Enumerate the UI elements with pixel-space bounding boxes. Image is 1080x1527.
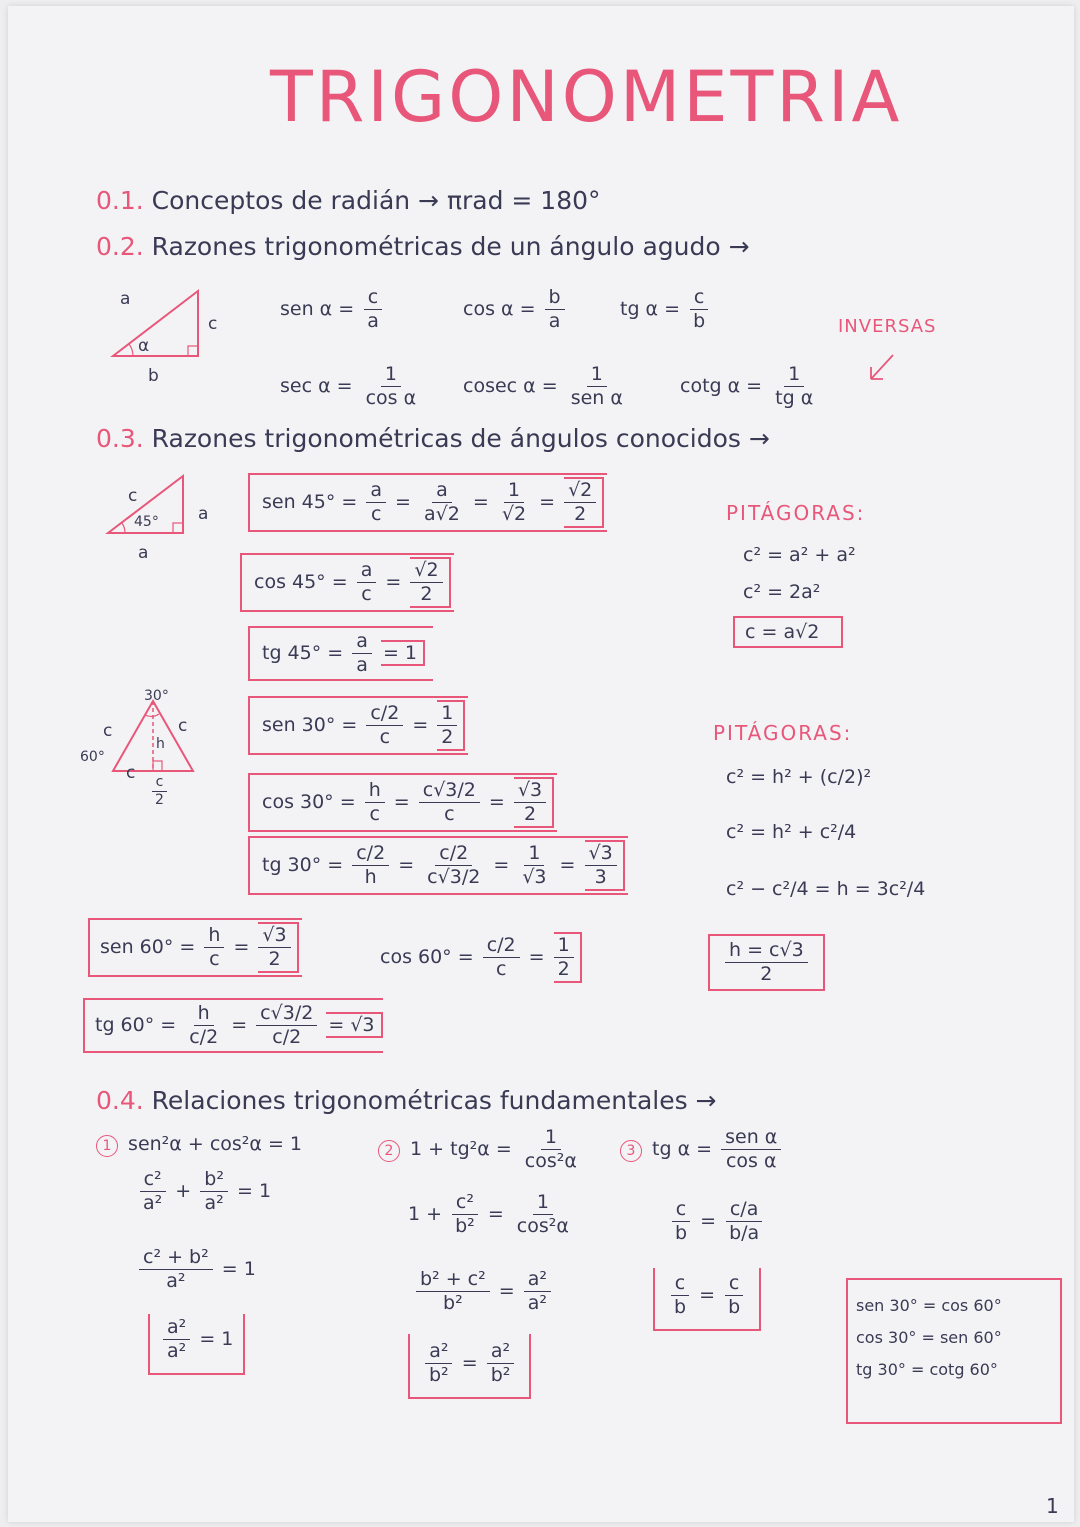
pitagoras-line: c² = 2a² bbox=[743, 581, 821, 603]
numerator: 1 bbox=[524, 842, 544, 866]
denominator: cos α bbox=[725, 1149, 777, 1172]
cos-definition bbox=[463, 286, 568, 333]
denominator: h bbox=[364, 865, 377, 888]
denominator: 3 bbox=[594, 865, 607, 888]
numerator: c/a bbox=[726, 1198, 763, 1222]
triangle-label-a: a bbox=[120, 289, 131, 309]
sen-definition bbox=[280, 286, 386, 333]
numerator: h bbox=[204, 924, 224, 948]
pitagoras-result: c = a√2 bbox=[733, 616, 843, 648]
triangle-label-a: a bbox=[198, 504, 209, 524]
sen60-label: sen 60° = bbox=[100, 935, 196, 958]
numerator: c/2 bbox=[352, 842, 389, 866]
numerator: c bbox=[671, 1272, 689, 1296]
derivation-3-step-1: $\frac{c}{b}$ = $\frac{c/a}{b/a}$ bbox=[668, 1198, 766, 1245]
denominator: 2 bbox=[155, 791, 164, 808]
tg45-result: = 1 bbox=[381, 640, 425, 666]
relation-1 bbox=[96, 1133, 302, 1157]
numerator: c/2 bbox=[366, 702, 403, 726]
denominator: cos²α bbox=[524, 1149, 577, 1172]
section-0-2 bbox=[96, 232, 750, 261]
triangle-label-c: c bbox=[128, 486, 138, 506]
section-0-1 bbox=[96, 186, 601, 215]
denominator: c bbox=[369, 802, 380, 825]
cos60-row: cos 60° = $\frac{c/2}{c}$ = $\frac{1}{2}$ bbox=[380, 932, 585, 983]
derivation-3-result: $\frac{c}{b}$ = $\frac{c}{b}$ bbox=[653, 1268, 761, 1331]
sec-label: sec α = bbox=[280, 374, 353, 397]
numerator: a bbox=[357, 559, 377, 583]
tg45-row bbox=[248, 626, 433, 681]
numerator: b² + c² bbox=[416, 1268, 490, 1292]
pitagoras-line: c² = a² + a² bbox=[743, 544, 856, 566]
denominator: 2 bbox=[574, 502, 587, 525]
relation-number: 2 bbox=[378, 1140, 400, 1162]
denominator: b bbox=[674, 1295, 687, 1318]
denominator: cos²α bbox=[516, 1214, 569, 1237]
triangle-label-alpha: α bbox=[138, 336, 150, 356]
tg30-row: tg 30° = $\frac{c/2}{h}$ = $\frac{c/2}{c√3/2}$ = $\frac{1}{√3}$ = $\frac{√3}{3}$ bbox=[248, 836, 628, 895]
triangle-label-c: c bbox=[126, 763, 136, 783]
denominator: tg α bbox=[775, 386, 814, 409]
numerator: h = c√3 bbox=[725, 939, 808, 963]
cos60-label: cos 60° = bbox=[380, 945, 474, 968]
numerator: a² bbox=[487, 1340, 514, 1364]
section-number: 0.1. bbox=[96, 186, 144, 215]
sec-definition bbox=[280, 363, 423, 410]
triangle-angle-30: 30° bbox=[144, 688, 169, 704]
numerator: 1 bbox=[437, 702, 457, 726]
numerator: √3 bbox=[514, 779, 546, 803]
equals-one: = 1 bbox=[237, 1179, 272, 1202]
section-number: 0.2. bbox=[96, 232, 144, 261]
denominator: b² bbox=[455, 1214, 475, 1237]
equals-one: = 1 bbox=[221, 1257, 256, 1280]
relation-formula: 1 + tg²α = bbox=[410, 1137, 512, 1160]
numerator: 1 bbox=[533, 1191, 553, 1215]
numerator: c² bbox=[452, 1191, 478, 1215]
one-plus: 1 + bbox=[408, 1202, 443, 1225]
numerator: a bbox=[432, 479, 452, 503]
denominator: c bbox=[209, 947, 220, 970]
triangle-label-c: c bbox=[178, 716, 188, 736]
denominator: a² bbox=[204, 1191, 224, 1214]
denominator: a√2 bbox=[424, 502, 460, 525]
relation-number: 3 bbox=[620, 1140, 642, 1162]
numerator: a² bbox=[425, 1340, 452, 1364]
numerator: 1 bbox=[554, 934, 574, 958]
triangle-label-a: a bbox=[138, 543, 149, 563]
denominator: a bbox=[548, 309, 561, 332]
relation-formula: sen²α + cos²α = 1 bbox=[128, 1133, 303, 1155]
denominator: c bbox=[370, 502, 382, 525]
triangle-label-h: h bbox=[156, 736, 165, 752]
denominator: b² bbox=[490, 1363, 511, 1386]
denominator: √3 bbox=[522, 865, 547, 888]
pitagoras-line: c² = h² + c²/4 bbox=[726, 821, 857, 843]
denominator: cos α bbox=[365, 386, 417, 409]
sen30-row: sen 30° = $\frac{c/2}{c}$ = $\frac{1}{2}$ bbox=[248, 696, 468, 755]
tg60-label: tg 60° = bbox=[95, 1013, 177, 1036]
cos45-label: cos 45° = bbox=[254, 570, 348, 593]
derivation-2-result: $\frac{\text{a²}}{\text{b²}}$ = $\frac{\text{a²}}{\text{b²}}$ bbox=[408, 1334, 531, 1399]
numerator: c bbox=[725, 1272, 743, 1296]
derivation-1-step-1: $\frac{\text{c²}}{\text{a²}}$ + $\frac{\text{b²}}{\text{a²}}$ = 1 bbox=[136, 1168, 271, 1215]
denominator: c bbox=[444, 802, 455, 825]
note-line: sen 30° = cos 60° bbox=[856, 1296, 1002, 1315]
cotg-label: cotg α = bbox=[680, 374, 763, 397]
denominator: c bbox=[361, 582, 372, 605]
numerator: c/2 bbox=[483, 934, 520, 958]
sen45-row: sen 45° = $\frac{a}{c}$ = $\frac{a}{a√2}$ = $\frac{1}{√2}$ = $\frac{√2}{2}$ bbox=[248, 473, 607, 532]
tg45-label: tg 45° = bbox=[262, 641, 344, 664]
page-number: 1 bbox=[1046, 1494, 1059, 1518]
numerator: √2 bbox=[410, 559, 442, 583]
triangle-label-half bbox=[148, 774, 171, 809]
numerator: h bbox=[194, 1002, 214, 1026]
denominator: 2 bbox=[420, 582, 433, 605]
numerator: c√3/2 bbox=[419, 779, 480, 803]
triangle-label-c: c bbox=[208, 314, 218, 334]
section-0-4 bbox=[96, 1086, 717, 1115]
relation-formula: tg α = bbox=[652, 1137, 713, 1160]
triangle-angle-45: 45° bbox=[134, 514, 159, 530]
section-text: Conceptos de radián → πrad = 180° bbox=[151, 186, 601, 215]
derivation-1-result bbox=[148, 1314, 245, 1375]
denominator: b/a bbox=[729, 1221, 760, 1244]
cos30-label: cos 30° = bbox=[262, 790, 356, 813]
numerator: 1 bbox=[541, 1126, 561, 1150]
numerator: b bbox=[545, 286, 565, 310]
relation-number: 1 bbox=[96, 1135, 118, 1157]
denominator: c√3/2 bbox=[427, 865, 481, 888]
numerator: 1 bbox=[381, 363, 401, 387]
numerator: c bbox=[364, 286, 382, 310]
numerator: 1 bbox=[784, 363, 804, 387]
derivation-2-step-1: 1 + $\frac{\text{c²}}{\text{b²}}$ = $\frac{1}{\text{cos²α}}$ bbox=[408, 1191, 576, 1238]
cos-label: cos α = bbox=[463, 297, 536, 320]
denominator: b² bbox=[429, 1363, 449, 1386]
denominator: √2 bbox=[501, 502, 527, 525]
cosec-definition bbox=[463, 363, 630, 410]
numerator: 1 bbox=[504, 479, 524, 503]
triangle-label-b: b bbox=[148, 366, 159, 386]
equals-one: = 1 bbox=[199, 1327, 234, 1350]
tg60-result: = √3 bbox=[326, 1012, 382, 1038]
denominator: c/2 bbox=[189, 1025, 219, 1048]
numerator: c bbox=[672, 1198, 690, 1222]
denominator: a² bbox=[166, 1269, 186, 1292]
note-line: cos 30° = sen 60° bbox=[856, 1328, 1002, 1347]
numerator: c bbox=[690, 286, 708, 310]
cos45-row: cos 45° = $\frac{a}{c}$ = $\frac{√2}{2}$ bbox=[240, 553, 454, 612]
denominator: 2 bbox=[557, 957, 570, 980]
denominator: 2 bbox=[523, 802, 537, 825]
relation-3 bbox=[620, 1126, 784, 1173]
numerator: √3 bbox=[258, 924, 290, 948]
triangle-45-diagram bbox=[103, 468, 213, 543]
numerator: c² bbox=[140, 1168, 166, 1192]
pitagoras-line: c² = h² + (c/2)² bbox=[726, 766, 872, 788]
denominator: a² bbox=[527, 1291, 548, 1314]
cotg-definition bbox=[680, 363, 820, 410]
relation-2 bbox=[378, 1126, 584, 1173]
equivalences-note bbox=[846, 1278, 1062, 1424]
tg30-label: tg 30° = bbox=[262, 853, 344, 876]
numerator: a² bbox=[524, 1268, 551, 1292]
denominator: sen α bbox=[570, 386, 623, 409]
note-line: tg 30° = cotg 60° bbox=[856, 1360, 998, 1379]
denominator: a² bbox=[143, 1191, 163, 1214]
denominator: c/2 bbox=[272, 1025, 302, 1048]
numerator: sen α bbox=[721, 1126, 781, 1150]
section-text: Razones trigonométricas de ángulos conocidos → bbox=[151, 424, 770, 453]
sen-label: sen α = bbox=[280, 297, 355, 320]
denominator: a bbox=[367, 309, 379, 332]
cos30-row: cos 30° = $\frac{h}{c}$ = $\frac{c√3/2}{c}$ = $\frac{√3}{2}$ bbox=[248, 773, 557, 832]
cosec-label: cosec α = bbox=[463, 374, 558, 397]
numerator: c√3/2 bbox=[256, 1002, 317, 1026]
derivation-2-step-2: $\frac{\text{b² + c²}}{\text{b²}}$ = $\frac{\text{a²}}{\text{a²}}$ bbox=[413, 1268, 554, 1315]
denominator: c bbox=[379, 725, 391, 748]
tg60-row: tg 60° = $\frac{h}{c/2}$ = $\frac{c√3/2}{c/2}$ = √3 bbox=[83, 998, 383, 1053]
sen45-label: sen 45° = bbox=[262, 490, 358, 513]
denominator: b² bbox=[443, 1291, 463, 1314]
tg-label: tg α = bbox=[620, 297, 681, 320]
numerator: c² + b² bbox=[139, 1246, 213, 1270]
numerator: b² bbox=[200, 1168, 228, 1192]
notebook-page bbox=[8, 6, 1074, 1522]
numerator: a bbox=[352, 630, 372, 654]
denominator: 2 bbox=[268, 947, 281, 970]
denominator: 2 bbox=[760, 962, 773, 985]
denominator: b bbox=[675, 1221, 688, 1244]
section-number: 0.4. bbox=[96, 1086, 144, 1115]
denominator: a² bbox=[167, 1339, 187, 1362]
denominator: b bbox=[728, 1295, 741, 1318]
denominator: c bbox=[495, 957, 507, 980]
section-0-3 bbox=[96, 424, 770, 453]
pitagoras-title: PITÁGORAS: bbox=[713, 721, 853, 745]
numerator: c/2 bbox=[435, 842, 472, 866]
triangle-label-c: c bbox=[103, 721, 113, 741]
inversas-label: INVERSAS bbox=[838, 316, 937, 337]
numerator: a² bbox=[163, 1316, 190, 1340]
arrow-icon bbox=[863, 351, 903, 386]
section-text: Razones trigonométricas de un ángulo agudo → bbox=[151, 232, 750, 261]
sen60-row: sen 60° = $\frac{h}{c}$ = $\frac{√3}{2}$ bbox=[88, 918, 302, 977]
sen30-label: sen 30° = bbox=[262, 713, 358, 736]
numerator: a bbox=[366, 479, 386, 503]
numerator: √2 bbox=[564, 479, 596, 503]
denominator: a bbox=[356, 653, 368, 676]
denominator: 2 bbox=[441, 725, 454, 748]
numerator: 1 bbox=[587, 363, 607, 387]
denominator: b bbox=[693, 309, 706, 332]
numerator: √3 bbox=[585, 842, 617, 866]
numerator: h bbox=[365, 779, 385, 803]
pitagoras-result bbox=[708, 934, 825, 991]
pitagoras-title: PITÁGORAS: bbox=[726, 501, 866, 525]
pitagoras-line: c² − c²/4 = h = 3c²/4 bbox=[726, 878, 926, 900]
numerator: c bbox=[152, 774, 168, 792]
page-title: TRIGONOMETRIA bbox=[270, 56, 903, 138]
derivation-1-step-2 bbox=[136, 1246, 256, 1293]
triangle-angle-60: 60° bbox=[80, 749, 105, 765]
tg-definition bbox=[620, 286, 712, 333]
section-number: 0.3. bbox=[96, 424, 144, 453]
section-text: Relaciones trigonométricas fundamentales → bbox=[151, 1086, 717, 1115]
